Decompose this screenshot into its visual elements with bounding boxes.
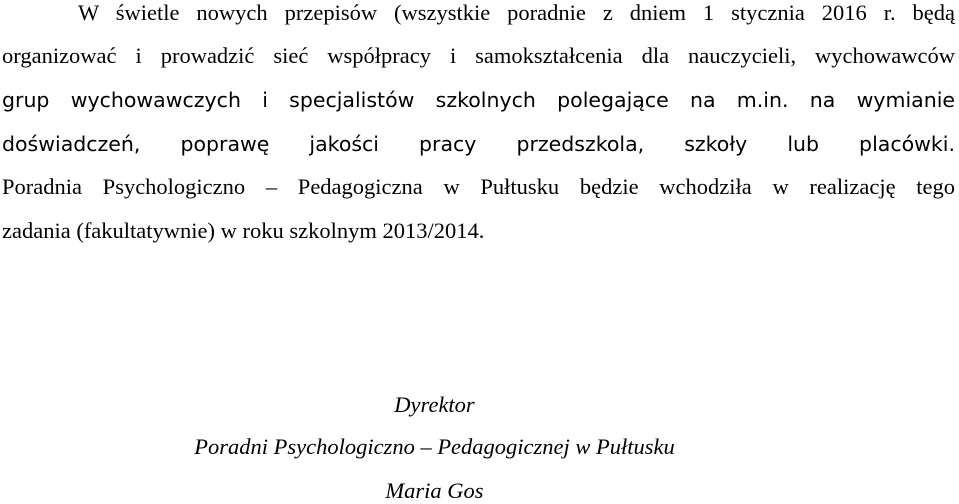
signature-role: Dyrektor (394, 392, 475, 417)
paragraph-line-1: W świetle nowych przepisów (wszystkie poradnie z dniem 1 stycznia 2016 r. będą (78, 0, 955, 25)
paragraph-line-6: zadania (fakultatywnie) w roku szkolnym 2013/2014. (2, 218, 485, 243)
paragraph-line-4: doświadczeń, poprawę jakości pracy przedszkola, szkoły lub placówki. (2, 132, 955, 156)
paragraph-line-5: Poradnia Psychologiczno – Pedagogiczna w Pułtusku będzie wchodziła w realizację tego (2, 174, 955, 199)
paragraph-line-3: grup wychowawczych i specjalistów szkolnych polegające na m.in. na wymianie (2, 88, 955, 112)
signature-name: Maria Gos (385, 478, 484, 503)
signature-institution: Poradni Psychologiczno – Pedagogicznej w Pułtusku (194, 434, 675, 459)
paragraph-line-2: organizować i prowadzić sieć współpracy i samokształcenia dla nauczycieli, wychowawców (2, 43, 955, 68)
